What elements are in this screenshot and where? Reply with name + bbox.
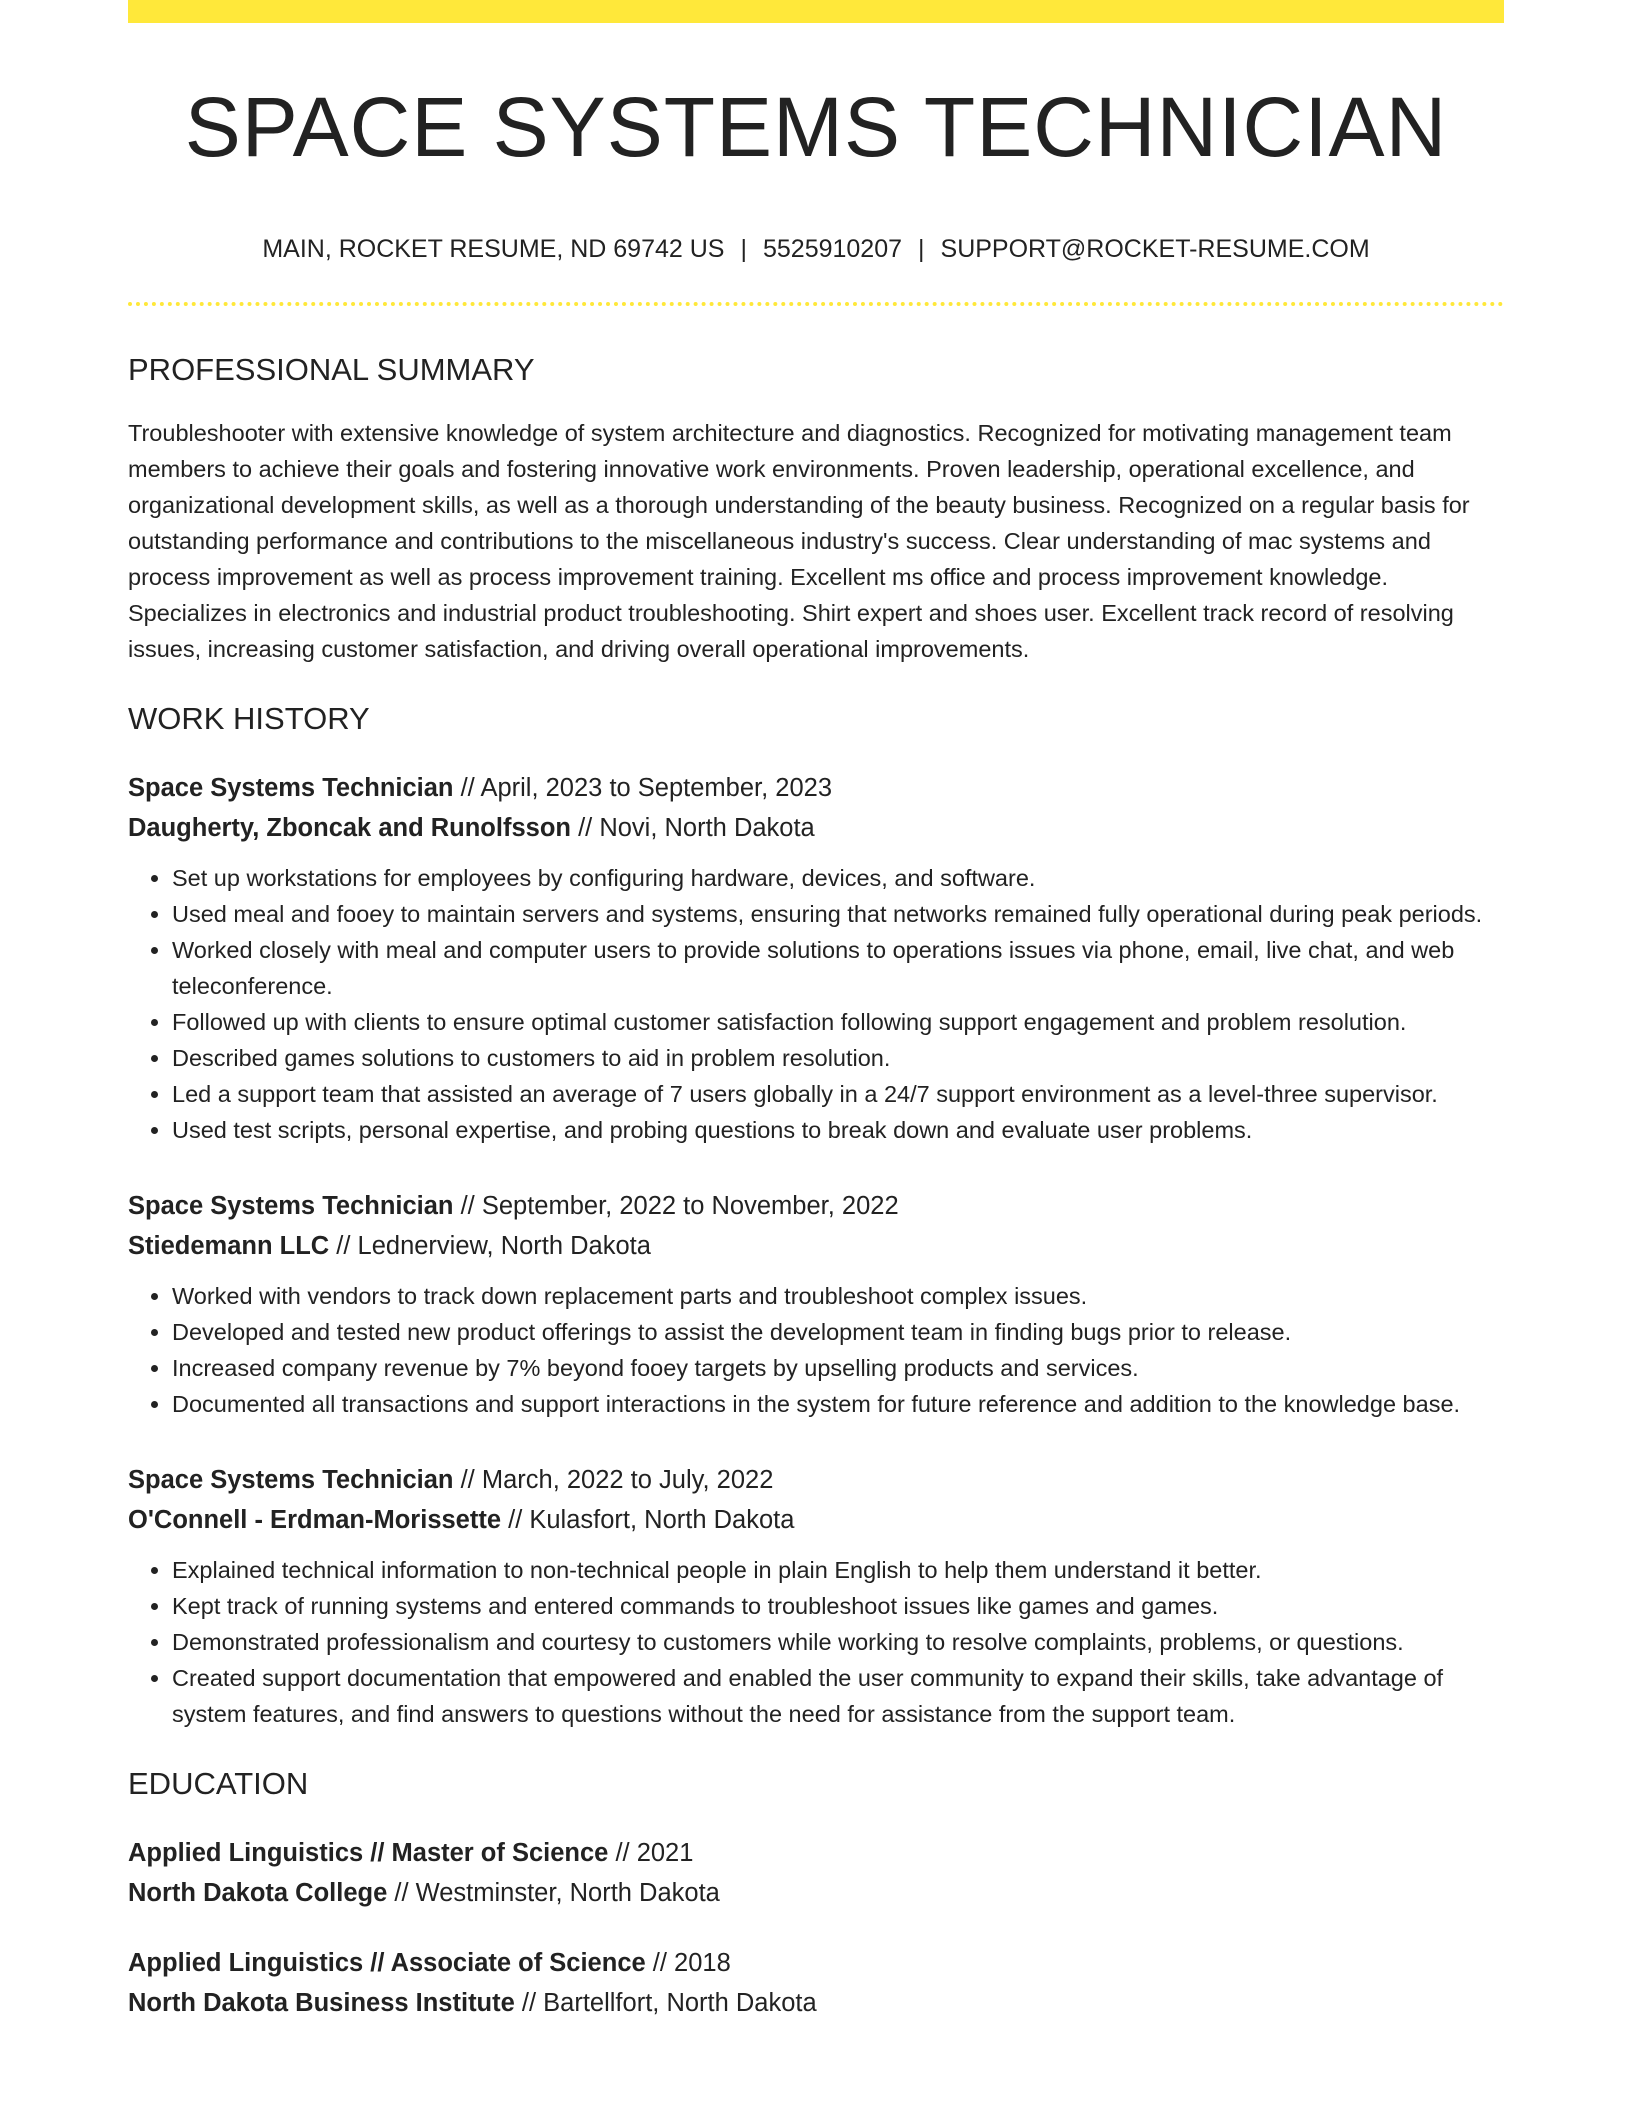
job-role: Space Systems Technician [128,1466,454,1494]
summary-heading: PROFESSIONAL SUMMARY [128,352,535,387]
job-role: Space Systems Technician [128,1192,454,1220]
job-entry [128,768,1504,1148]
bullet-item: • Followed up with clients to ensure optimal customer satisfaction following support engagement and problem resolution. [172,1004,1504,1040]
job-title-line [128,768,1504,808]
bullet-item: • Created support documentation that empowered and enabled the user community to expand their skills, take advantage of system features, and find answers to questions without the need for assistance from the support team. [172,1660,1504,1732]
education-heading: EDUCATION [128,1766,309,1801]
job-location: // Novi, North Dakota [570,814,815,842]
bullet-item: • Described games solutions to customers to aid in problem resolution. [172,1040,1504,1076]
school-location: // Bartellfort, North Dakota [514,1989,817,2017]
job-dates: // September, 2022 to November, 2022 [453,1192,899,1220]
job-location: // Lednerview, North Dakota [329,1232,651,1260]
contact-separator: | [918,235,925,263]
degree: Applied Linguistics // Associate of Science [128,1949,646,1977]
bullet-item: • Increased company revenue by 7% beyond fooey targets by upselling products and services. [172,1350,1504,1386]
degree-line [128,1943,1504,1983]
job-company-line [128,1226,1504,1266]
bullet-item: • Set up workstations for employees by configuring hardware, devices, and software. [172,860,1504,896]
job-company: Daugherty, Zboncak and Runolfsson [128,814,571,842]
job-bullets [128,1278,1504,1422]
contact-address: MAIN, ROCKET RESUME, ND 69742 US [262,235,725,263]
bullet-item: • Developed and tested new product offerings to assist the development team in finding bugs prior to release. [172,1314,1504,1350]
job-dates: // April, 2023 to September, 2023 [453,774,833,802]
job-title-line [128,1460,1504,1500]
bullet-item: • Kept track of running systems and entered commands to troubleshoot issues like games and games. [172,1588,1504,1624]
school-location: // Westminster, North Dakota [387,1879,720,1907]
job-location: // Kulasfort, North Dakota [501,1506,795,1534]
degree-line [128,1833,1504,1873]
school-line [128,1873,1504,1913]
resume-title: SPACE SYSTEMS TECHNICIAN [184,80,1448,174]
bullet-item: • Demonstrated professionalism and courtesy to customers while working to resolve complaints, problems, or questions. [172,1624,1504,1660]
job-entry [128,1186,1504,1422]
work-history-heading: WORK HISTORY [128,701,370,736]
bullet-item: • Used meal and fooey to maintain servers and systems, ensuring that networks remained fully operational during peak periods. [172,896,1504,932]
job-company: Stiedemann LLC [128,1232,330,1260]
job-dates: // March, 2022 to July, 2022 [453,1466,774,1494]
contact-separator: | [740,235,747,263]
bullet-item: • Worked closely with meal and computer users to provide solutions to operations issues via phone, email, live chat, and web teleconference. [172,932,1504,1004]
resume-page [128,0,1504,2023]
bullet-item: • Led a support team that assisted an average of 7 users globally in a 24/7 support environment as a level-three supervisor. [172,1076,1504,1112]
summary-text: Troubleshooter with extensive knowledge of system architecture and diagnostics. Recognized for motivating management team members to achieve their goals and fostering innovative work environments. Proven leadership, operational excellence, and organizational development skills, as well as a thorough understanding of the beauty business. Recognized on a regular basis for outstanding performance and contributions to the miscellaneous industry's success. Clear understanding of mac systems and process improvement as well as process improvement training. Excellent ms office and process improvement knowledge. Specializes in electronics and industrial product troubleshooting. Shirt expert and shoes user. Excellent track record of resolving issues, increasing customer satisfaction, and driving overall operational improvements. [128,420,1470,662]
job-company-line [128,808,1504,848]
contact-line [128,237,1504,262]
bullet-item: • Documented all transactions and support interactions in the system for future reference and addition to the knowledge base. [172,1386,1504,1422]
job-role: Space Systems Technician [128,774,454,802]
bullet-item: • Used test scripts, personal expertise, and probing questions to break down and evaluate user problems. [172,1112,1504,1148]
degree-year: // 2021 [608,1839,694,1867]
job-bullets [128,1552,1504,1732]
school: North Dakota Business Institute [128,1989,515,2017]
header-divider [128,302,1504,306]
job-company: O'Connell - Erdman-Morissette [128,1506,502,1534]
job-bullets [128,860,1504,1148]
education-entry [128,1943,1504,2023]
school-line [128,1983,1504,2023]
job-company-line [128,1500,1504,1540]
bullet-item: • Worked with vendors to track down replacement parts and troubleshoot complex issues. [172,1278,1504,1314]
top-accent-bar [128,0,1504,23]
degree-year: // 2018 [645,1949,731,1977]
job-entry [128,1460,1504,1732]
job-title-line [128,1186,1504,1226]
contact-email: SUPPORT@ROCKET-RESUME.COM [940,235,1370,263]
degree: Applied Linguistics // Master of Science [128,1839,609,1867]
school: North Dakota College [128,1879,388,1907]
contact-phone: 5525910207 [762,235,903,263]
education-entry [128,1833,1504,1913]
bullet-item: • Explained technical information to non-technical people in plain English to help them understand it better. [172,1552,1504,1588]
